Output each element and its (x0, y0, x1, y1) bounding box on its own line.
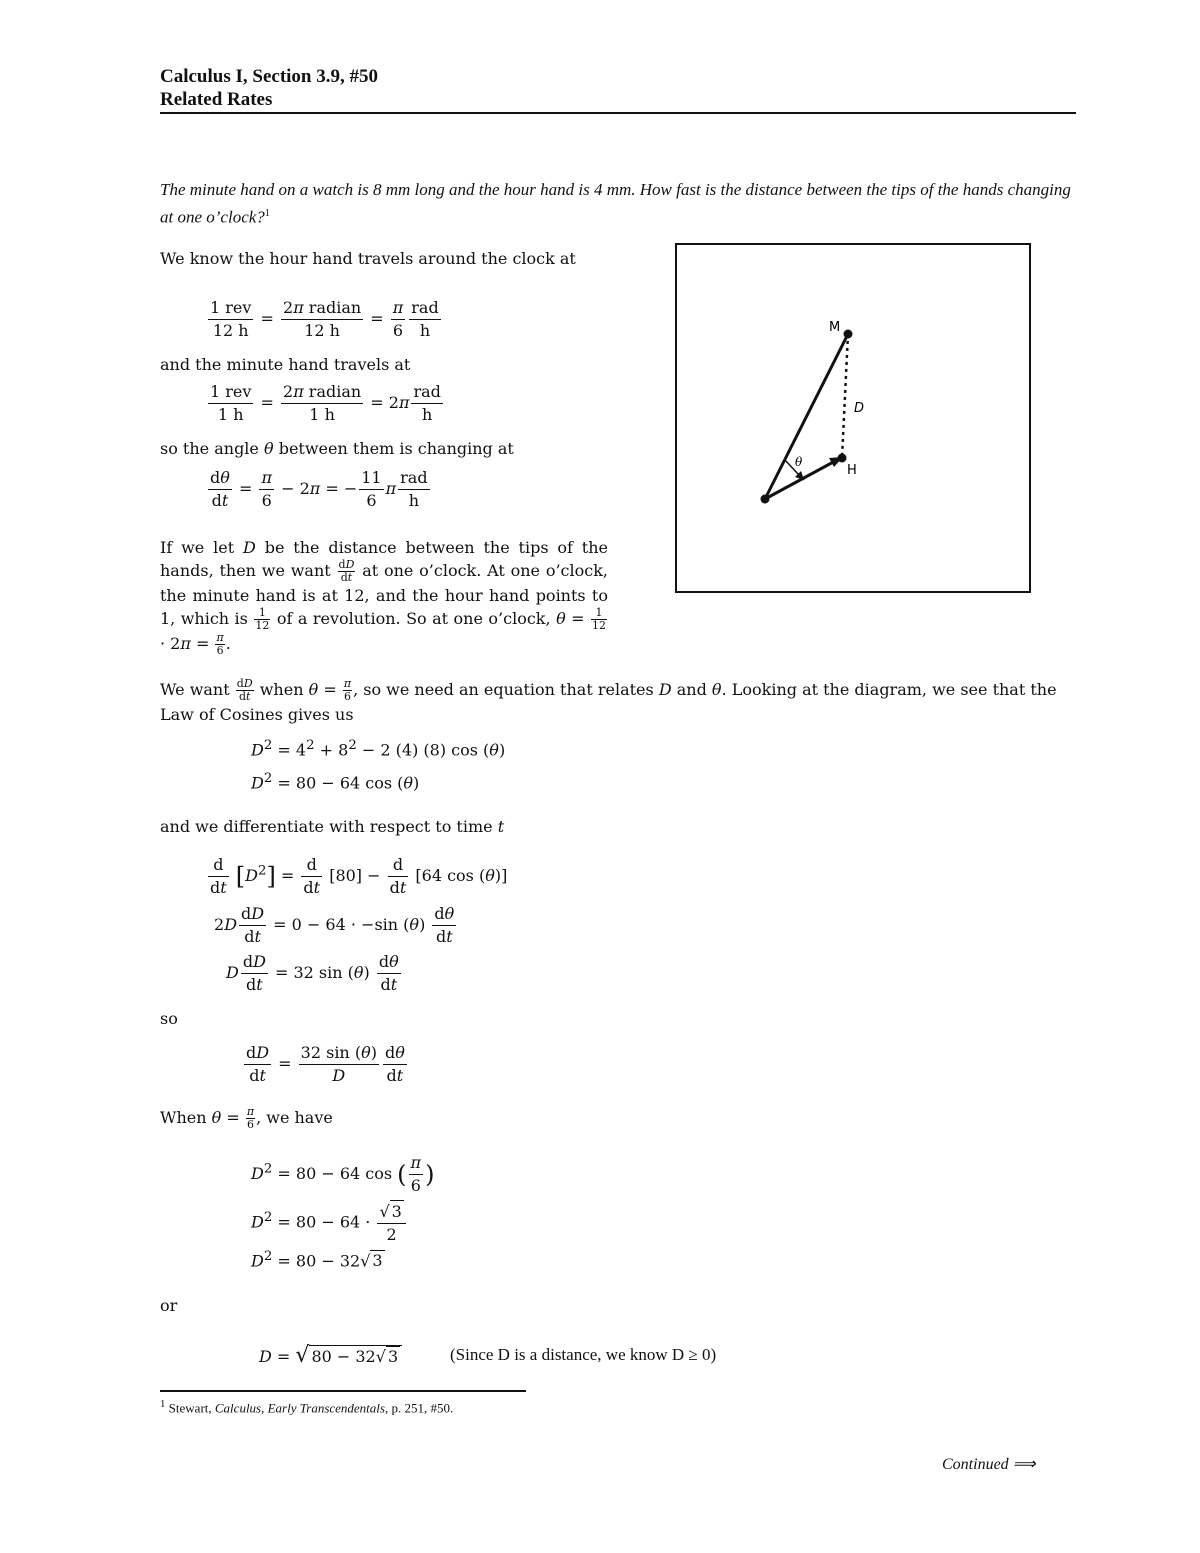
equation-cosines-2: $D^2 = 80 - 64$ cos (θ) (251, 771, 420, 793)
text-setup-d: of a revolution. So at one o’clock, (276, 609, 551, 628)
equation-hour-rate: $\frac{\text{1 rev}}{12 h}$ = $\frac{\text{2π radian}}{12 h}$ = $\frac{\pi}{6}$ $\frac{\text{rad}}{h}$ (210, 298, 439, 340)
equation-diff-1: $\frac{d}{dt}$ $[D^2]$ = $\frac{d}{dt}$ [80] − $\frac{d}{dt}$ [64 cos (θ)] (210, 855, 508, 897)
text-when-a: When (160, 1108, 207, 1127)
paragraph-hour-hand: We know the hour hand travels around the clock at (160, 249, 576, 268)
diagram-frame (675, 243, 1031, 593)
point-h (838, 454, 847, 463)
equation-eval-1: $D^2 = 80 - 64$ cos ( $\frac{\pi}{6}$ ) (251, 1153, 435, 1195)
paragraph-setup: If we let D be the distance between the tips of the hands, then we want $\frac{dD}{dt}$ at one o’clock. At one o’clock, the minute hand is at 12, and the hour hand points to 1, which is $\frac{1}{12}$ of a revolution. So at one o’clock, θ = $\frac{1}{12}$ · 2π = $\frac{\pi}{6}$ . (160, 538, 609, 657)
text-setup-a: If we let (160, 538, 235, 557)
footnote (160, 1398, 453, 1416)
equation-diff-2: 2D $\frac{dD}{dt}$ = 0 − 64 · −sin (θ) $\frac{d\theta}{dt}$ (214, 904, 455, 946)
text-angle-b: between them is changing at (278, 439, 514, 458)
clock-hands-diagram (677, 245, 1029, 591)
paragraph-when: When θ = $\frac{\pi}{6}$ , we have (160, 1105, 333, 1131)
footnote-mark: 1 (160, 1398, 166, 1410)
label-theta: θ (795, 455, 803, 469)
text-loc-e: . Looking at the diagram, we see that the Law of Cosines gives us (160, 680, 1057, 724)
text-angle-a: so the angle (160, 439, 259, 458)
footnote-author: Stewart, (168, 1400, 212, 1416)
footnote-book: Calculus, Early Transcendentals, (214, 1400, 389, 1416)
paragraph-or: or (160, 1296, 178, 1315)
problem-statement (160, 178, 1076, 230)
page-subtitle: Related Rates (160, 89, 273, 110)
distance-line-d (842, 334, 848, 458)
equation-diff-3: D $\frac{dD}{dt}$ = 32 sin (θ) $\frac{d\theta}{dt}$ (226, 952, 399, 994)
paragraph-angle-rate: so the angle θ between them is changing at (160, 439, 514, 458)
header-rule (160, 112, 1076, 114)
paragraph-minute-hand: and the minute hand travels at (160, 355, 411, 374)
equation-eval-2: $D^2 = 80 - 64$ · $\frac{√ 3}{2}$ (251, 1200, 408, 1246)
footnote-rule (160, 1390, 526, 1392)
paragraph-so: so (160, 1009, 178, 1028)
equation-dtheta: $\frac{d\theta}{dt}$ = $\frac{\pi}{6}$ − 2π = − $\frac{11}{6}$ π $\frac{\text{rad}}{h}$ (210, 468, 428, 510)
note-distance-nonnegative: (Since D is a distance, we know D ≥ 0) (450, 1345, 717, 1364)
paragraph-differentiate: and we differentiate with respect to time t (160, 817, 505, 836)
text-when-b: , we have (256, 1108, 333, 1127)
minute-hand-line (765, 334, 848, 499)
text-loc-b: when (259, 680, 304, 699)
page-title: Calculus I, Section 3.9, #50 (160, 66, 378, 87)
text-loc-c: , so we need an equation that relates (353, 680, 654, 699)
problem-text: The minute hand on a watch is 8 mm long and the hour hand is 4 mm. How fast is the distance between the tips of the hands changing at one o’clock? (160, 180, 1071, 227)
equation-cosines-1: $D^2 = 4^2 + 8^2 - 2$ (4) (8) cos (θ) (251, 738, 506, 760)
continued-label: Continued ⟹ (942, 1456, 1036, 1473)
footnote-ref-text: p. 251, #50. (391, 1400, 454, 1416)
equation-d-value: D = √ 80 − 32√ 3 (259, 1343, 402, 1368)
label-h: H (847, 463, 857, 478)
equation-minute-rate: $\frac{\text{1 rev}}{1 h}$ = $\frac{\text{2π radian}}{1 h}$ = 2π $\frac{\text{rad}}{h}$ (210, 382, 441, 424)
label-d: D (854, 401, 865, 416)
text-setup-b: be the distance between the tips of the hands, then we want (160, 538, 609, 580)
point-m (844, 330, 853, 339)
footnote-ref: 1 (264, 208, 270, 219)
text-setup-c: at one o’clock. At one o’clock, the minute hand is at 12, and the hour hand points to 1, which is (160, 561, 608, 628)
text-differentiate: and we differentiate with respect to time (160, 817, 493, 836)
text-loc-d: and (676, 680, 707, 699)
equation-eval-3: $D^2 = 80 - 32√$ 3 (251, 1249, 383, 1271)
text-loc-a: We want (160, 680, 230, 699)
center-point (761, 495, 770, 504)
label-m: M (829, 320, 841, 335)
equation-dddt: $\frac{dD}{dt}$ = $\frac{32 \sin (\theta)}{D}$ $\frac{d\theta}{dt}$ (246, 1043, 405, 1085)
paragraph-law-of-cosines: We want $\frac{dD}{dt}$ when θ = $\frac{\pi}{6}$ , so we need an equation that relates D and θ. Looking at the diagram, we see that the Law of Cosines gives us (160, 677, 1057, 724)
